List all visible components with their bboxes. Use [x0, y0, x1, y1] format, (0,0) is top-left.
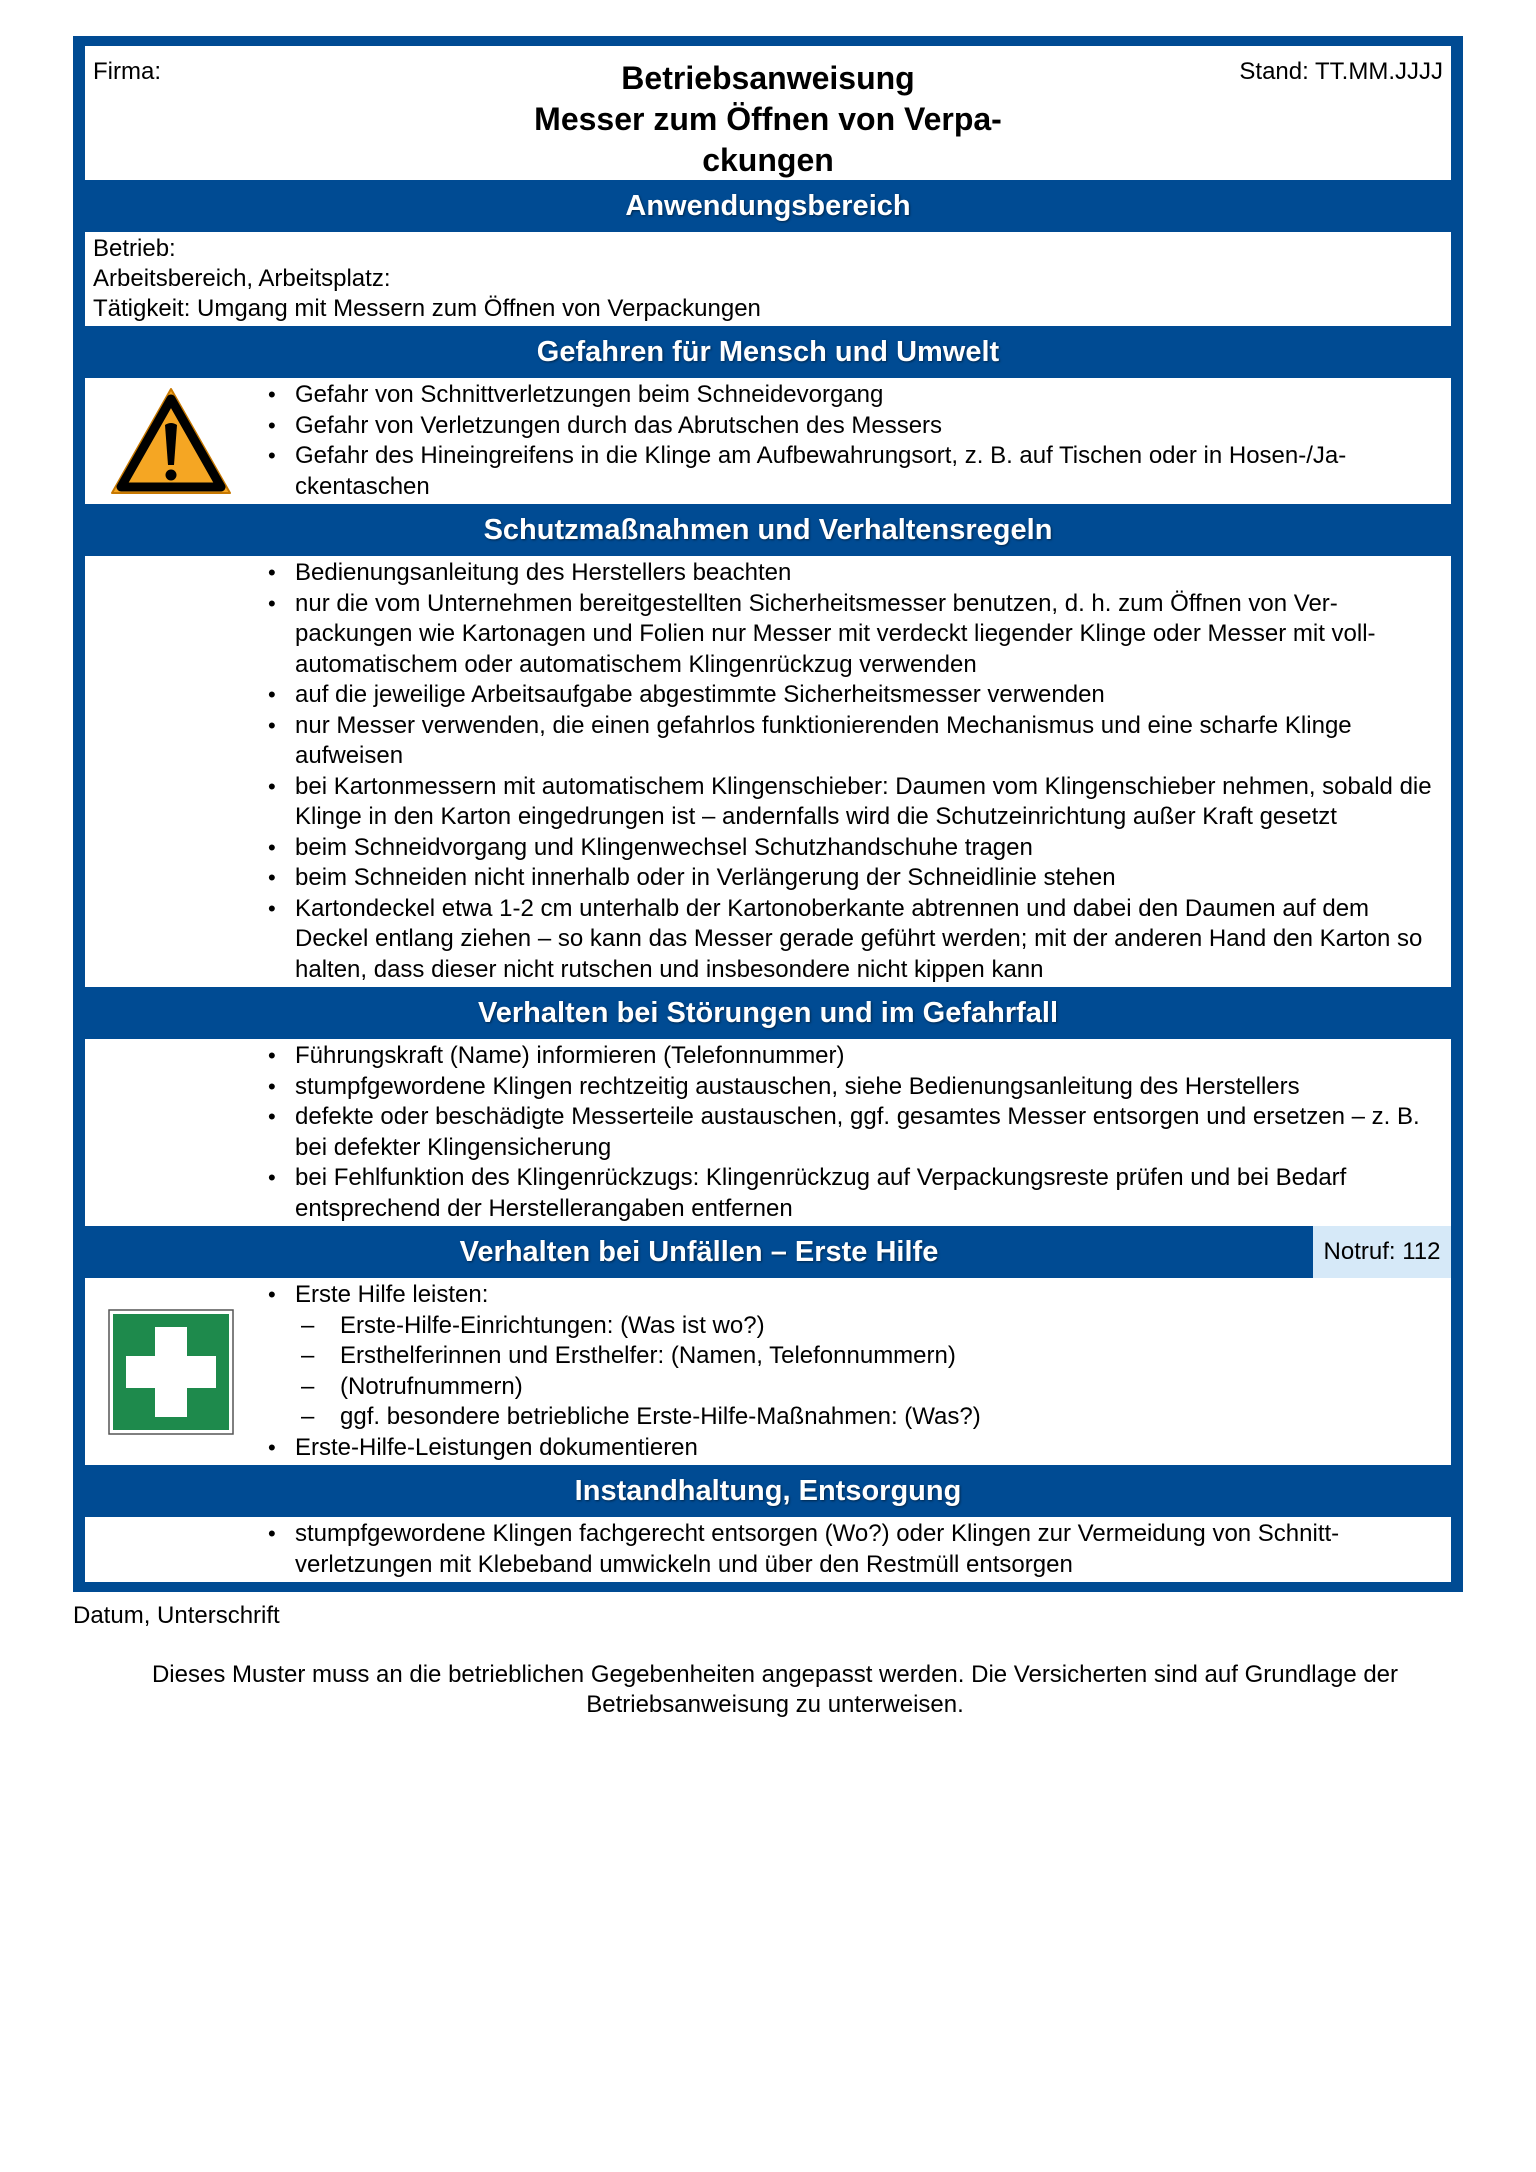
first-aid-section	[85, 1278, 1451, 1465]
disruption-item: • bei Fehlfunktion des Klingenrückzugs: Klingenrückzug auf Verpackungsreste prüfen und bei Bedarf entsprechend der Herstellerangaben entfernen	[258, 1163, 1443, 1224]
maintenance-icon-column	[85, 1517, 258, 1582]
protection-item: • auf die jeweilige Arbeitsaufgabe abgestimmte Sicherheitsmesser verwenden	[258, 680, 1443, 711]
first-aid-item	[258, 1280, 1443, 1433]
disruptions-icon-column	[85, 1039, 258, 1226]
hazard-item: • Gefahr von Schnittverletzungen beim Schneidevorgang	[258, 380, 1443, 411]
first-aid-icon-column	[85, 1278, 258, 1465]
first-aid-cross-icon	[108, 1309, 234, 1435]
protection-item: • Kartondeckel etwa 1-2 cm unterhalb der Kartonoberkante abtrennen und dabei den Daumen auf dem Deckel entlang ziehen – so kann das Messer gerade geführt werden; mit der anderen Hand den Karton so halten, dass dieser nicht rutschen und insbesondere nicht kippen kann	[258, 894, 1443, 986]
emergency-number-badge: Notruf: 112	[1313, 1226, 1451, 1278]
first-aid-item-label: Erste Hilfe leisten:	[295, 1281, 489, 1308]
title-line-3: ckungen	[702, 142, 834, 178]
title-line-1: Betriebsanweisung	[621, 60, 915, 96]
section-heading-maintenance: Instandhaltung, Entsorgung	[574, 1474, 962, 1507]
protection-icon-column	[85, 556, 258, 987]
first-aid-subitem: – ggf. besondere betriebliche Erste-Hilfe-Maßnahmen: (Was?)	[295, 1402, 1443, 1433]
protection-item: • nur Messer verwenden, die einen gefahrlos funktionierenden Mechanismus und eine scharfe Klinge aufweisen	[258, 711, 1443, 772]
disruption-item: • Führungskraft (Name) informieren (Telefonnummer)	[258, 1041, 1443, 1072]
first-aid-heading-text: Verhalten bei Unfällen – Erste Hilfe	[459, 1235, 939, 1268]
revision-date: Stand: TT.MM.JJJJ	[1239, 58, 1443, 85]
first-aid-subitem: – Erste-Hilfe-Einrichtungen: (Was ist wo?)	[295, 1311, 1443, 1342]
protection-item: • bei Kartonmessern mit automatischem Klingenschieber: Daumen vom Klingenschieber nehmen, sobald die Klinge in den Karton eingedrungen ist – andernfalls wird die Schutzeinrichtung außer Kraft gesetzt	[258, 772, 1443, 833]
scope-section	[85, 232, 1451, 326]
template-notice: Dieses Muster muss an die betrieblichen Gegebenheiten angepasst werden. Die Versicherten sind auf Grundlage der Betriebsanweisung zu unterweisen.	[151, 1661, 1399, 1718]
protection-item: • beim Schneidvorgang und Klingenwechsel Schutzhandschuhe tragen	[258, 833, 1443, 864]
maintenance-item: • stumpfgewordene Klingen fachgerecht entsorgen (Wo?) oder Klingen zur Vermeidung von Schnittverletzungen mit Klebeband umwickeln und über den Restmüll entsorgen	[258, 1519, 1443, 1580]
section-heading-scope: Anwendungsbereich	[625, 189, 911, 222]
hazards-section	[85, 378, 1451, 504]
protection-section	[85, 556, 1451, 987]
hazard-item: • Gefahr des Hineingreifens in die Klinge am Aufbewahrungsort, z. B. auf Tischen oder in Hosen-/Jackentaschen	[258, 441, 1443, 502]
section-heading-first-aid	[85, 1226, 1451, 1278]
disruptions-text	[258, 1039, 1451, 1226]
document-header	[85, 46, 1451, 180]
hazards-icon-column	[85, 378, 258, 504]
operating-instructions-frame	[73, 36, 1463, 1592]
hazard-item: • Gefahr von Verletzungen durch das Abrutschen des Messers	[258, 411, 1443, 442]
company-label: Firma:	[93, 58, 161, 85]
maintenance-section	[85, 1517, 1451, 1582]
hazards-text	[258, 378, 1451, 504]
protection-item: • nur die vom Unternehmen bereitgestellten Sicherheitsmesser benutzen, d. h. zum Öffnen von Verpackungen wie Kartonagen und Folien nur Messer mit verdeckt liegender Klinge oder Messer mit voll-automatischem oder automatischem Klingenrückzug verwenden	[258, 589, 1443, 681]
section-heading-hazards: Gefahren für Mensch und Umwelt	[536, 335, 1000, 368]
protection-text	[258, 556, 1451, 987]
protection-item: • Bedienungsanleitung des Herstellers beachten	[258, 558, 1443, 589]
disruptions-section	[85, 1039, 1451, 1226]
warning-triangle-icon	[108, 385, 234, 497]
first-aid-text	[258, 1278, 1451, 1465]
first-aid-subitem: – Ersthelferinnen und Ersthelfer: (Namen, Telefonnummern)	[295, 1341, 1443, 1372]
protection-item: • beim Schneiden nicht innerhalb oder in Verlängerung der Schneidlinie stehen	[258, 863, 1443, 894]
section-heading-disruptions: Verhalten bei Störungen und im Gefahrfall	[477, 996, 1059, 1029]
maintenance-text	[258, 1517, 1451, 1582]
first-aid-subitem: – (Notrufnummern)	[295, 1372, 1443, 1403]
scope-line-workplace: Arbeitsbereich, Arbeitsplatz:	[93, 265, 391, 292]
signature-line: Datum, Unterschrift	[73, 1602, 280, 1629]
disruption-item: • defekte oder beschädigte Messerteile austauschen, ggf. gesamtes Messer entsorgen und ersetzen – z. B. bei defekter Klingensicherung	[258, 1102, 1443, 1163]
scope-line-operation: Betrieb:	[93, 235, 176, 262]
scope-line-activity: Tätigkeit: Umgang mit Messern zum Öffnen von Verpackungen	[93, 295, 761, 322]
title-line-2: Messer zum Öffnen von Verpa-	[534, 101, 1002, 137]
disruption-item: • stumpfgewordene Klingen rechtzeitig austauschen, siehe Bedienungsanleitung des Herstellers	[258, 1072, 1443, 1103]
first-aid-item: • Erste-Hilfe-Leistungen dokumentieren	[258, 1433, 1443, 1464]
section-heading-protection: Schutzmaßnahmen und Verhaltensregeln	[483, 513, 1053, 546]
